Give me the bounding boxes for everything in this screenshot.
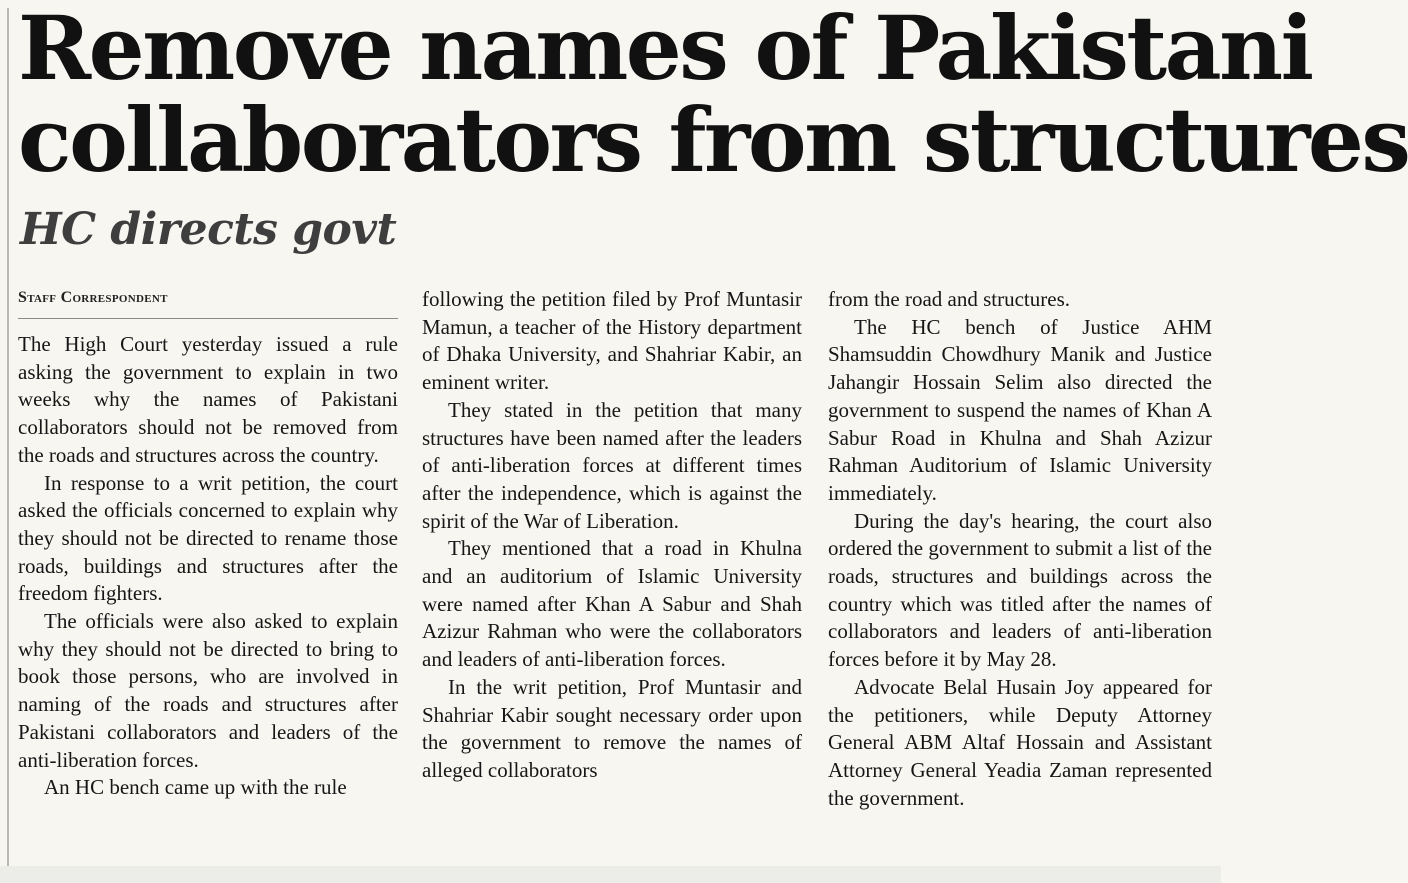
page-bottom-edge [0, 866, 1221, 883]
byline: Staff Correspondent [18, 286, 398, 319]
left-margin-rule [7, 8, 9, 866]
article-paragraph: They stated in the petition that many structures have been named after the leaders of anti-liberation forces at different times after the independence, which is against the spirit of the War of Liberation. [422, 397, 802, 533]
article-paragraph: An HC bench came up with the rule [44, 775, 347, 800]
article-paragraph: Advocate Belal Husain Joy appeared for the petitioners, while Deputy Attorney General ABM Altaf Hossain and Assistant Attorney General Yeadia Zaman represented the government. [828, 674, 1212, 810]
headline [18, 0, 1408, 192]
article-paragraph: In the writ petition, Prof Muntasir and Shahriar Kabir sought necessary order upon the government to remove the names of alleged collaborators [422, 674, 802, 782]
article-column-1 [18, 286, 398, 802]
article-paragraph: They mentioned that a road in Khulna and an auditorium of Islamic University were named after Khan A Sabur and Shah Azizur Rahman who were the collaborators and leaders of anti-liberation forces. [422, 536, 802, 672]
article-paragraph: from the road and structures. [828, 287, 1071, 311]
article-paragraph: During the day's hearing, the court also ordered the government to submit a list of the roads, structures and buildings across the country which was titled after the names of collaborators and leaders of anti-liberation forces before it by May 28. [828, 508, 1212, 672]
article-paragraph: In response to a writ petition, the court asked the officials concerned to explain why they should not be directed to rename those roads, buildings and structures after the freedom fighters. [18, 470, 398, 606]
article-column-3 [828, 286, 1212, 812]
article-paragraph: following the petition filed by Prof Muntasir Mamun, a teacher of the History department of Dhaka University, and Shahriar Kabir, an eminent writer. [422, 287, 802, 395]
article-paragraph: The HC bench of Justice AHM Shamsuddin Chowdhury Manik and Justice Jahangir Hossain Selim also directed the government to suspend the names of Khan A Sabur Road in Khulna and Shah Azizur Rahman Auditorium of Islamic University immediately. [828, 314, 1212, 505]
article-column-2 [422, 286, 802, 785]
headline-line-1: Remove names of Pakistani [18, 0, 1312, 100]
article-paragraph: The officials were also asked to explain why they should not be directed to bring to book those persons, who are involved in naming of the roads and structures after Pakistani collaborators and leaders of the anti-liberation forces. [18, 609, 398, 772]
headline-line-2: collaborators from structures [18, 88, 1408, 192]
subheadline: HC directs govt [20, 204, 397, 255]
article-paragraph: The High Court yesterday issued a rule asking the government to explain in two weeks why the names of Pakistani collaborators should not be removed from the roads and structures across the country. [18, 332, 398, 467]
